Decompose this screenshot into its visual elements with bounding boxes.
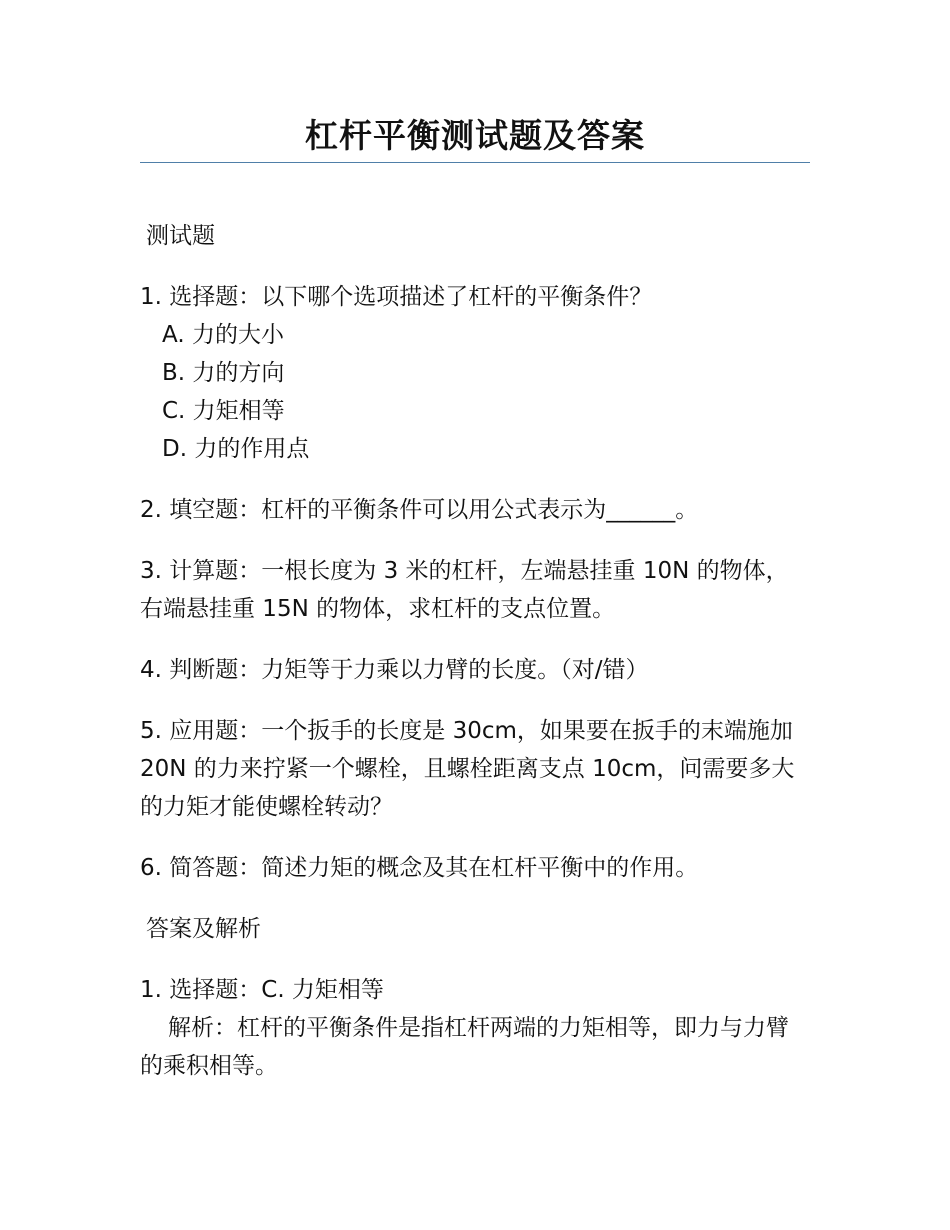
title-divider: [140, 162, 810, 163]
answers-heading: 答案及解析: [146, 916, 261, 942]
question-6: [140, 849, 810, 887]
option-d: D. 力的作用点: [162, 436, 310, 462]
document-title: 杠杆平衡测试题及答案: [305, 116, 645, 155]
option-c: C. 力矩相等: [162, 398, 285, 424]
question-text: 3. 计算题：一根长度为 3 米的杠杆，左端悬挂重 10N 的物体，右端悬挂重 15N 的物体，求杠杆的支点位置。: [140, 558, 789, 622]
option-a: A. 力的大小: [162, 322, 284, 348]
question-text: 5. 应用题：一个扳手的长度是 30cm，如果要在扳手的末端施加 20N 的力来拧紧一个螺栓，且螺栓距离支点 10cm，问需要多大的力矩才能使螺栓转动？: [140, 718, 795, 820]
questions-heading: 测试题: [146, 223, 215, 249]
question-5: [140, 712, 810, 826]
answer-text: 1. 选择题：C. 力矩相等: [140, 977, 384, 1003]
question-3: [140, 552, 810, 628]
question-text: 2. 填空题：杠杆的平衡条件可以用公式表示为______。: [140, 497, 699, 523]
question-text: 1. 选择题：以下哪个选项描述了杠杆的平衡条件？: [140, 284, 653, 310]
question-2: [140, 491, 810, 529]
question-text: 6. 简答题：简述力矩的概念及其在杠杆平衡中的作用。: [140, 855, 699, 881]
question-1: [140, 278, 810, 468]
answer-1: [140, 971, 810, 1085]
question-text: 4. 判断题：力矩等于力乘以力臂的长度。（对/错）: [140, 657, 649, 683]
question-4: [140, 651, 810, 689]
answer-explanation: 解析：杠杆的平衡条件是指杠杆两端的力矩相等，即力与力臂的乘积相等。: [140, 1015, 789, 1079]
document-body: [140, 217, 810, 1085]
option-b: B. 力的方向: [162, 360, 285, 386]
